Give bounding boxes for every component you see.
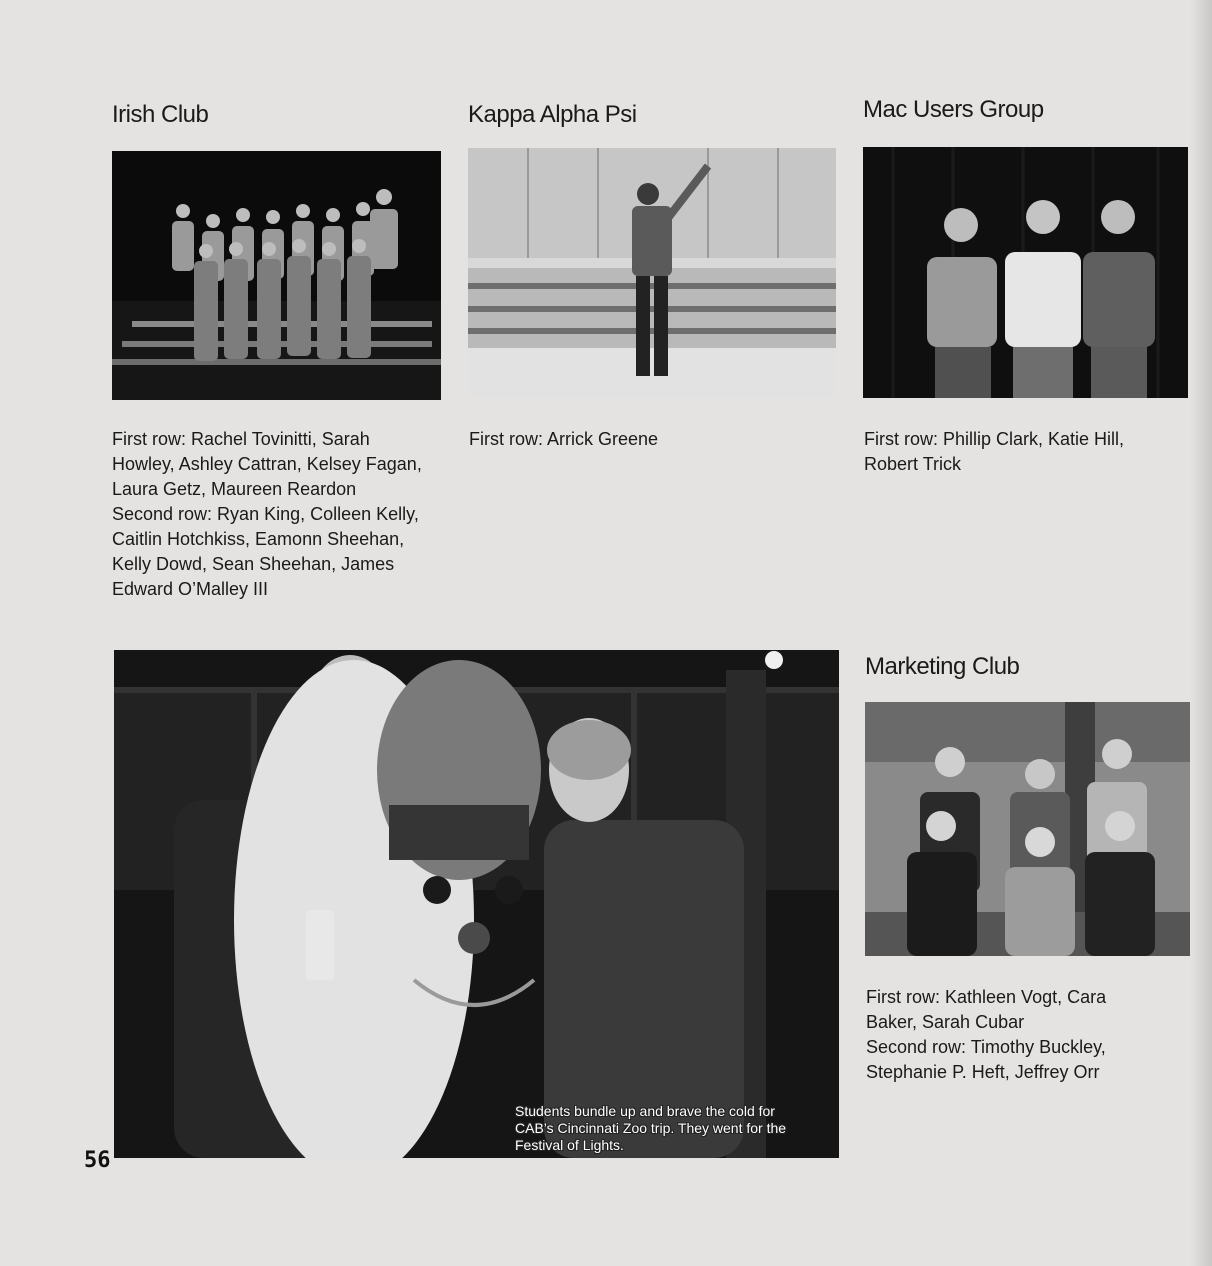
caption-line: Baker, Sarah Cubar: [866, 1012, 1025, 1032]
caption-line: Edward O’Malley III: [112, 579, 269, 599]
reverse-page-show-through: [600, 455, 615, 482]
zoo-trip-photo: [114, 650, 839, 1158]
photo-caption-line: Festival of Lights.: [515, 1137, 624, 1153]
irish-club-photo: [112, 151, 441, 400]
caption-line: Laura Getz, Maureen Reardon: [112, 479, 357, 499]
mac-users-group-heading: Mac Users Group: [863, 96, 1044, 123]
mac-users-group-photo: [863, 147, 1188, 398]
photo-caption-line: Students bundle up and brave the cold for: [515, 1103, 775, 1119]
zoo-trip-caption: [515, 1103, 833, 1154]
photo-caption-line: CAB’s Cincinnati Zoo trip. They went for the: [515, 1120, 787, 1136]
caption-line: First row: Kathleen Vogt, Cara: [866, 987, 1107, 1007]
caption-line: Second row: Timothy Buckley,: [866, 1037, 1106, 1057]
irish-club-caption: [112, 427, 422, 602]
caption-line: Stephanie P. Heft, Jeffrey Orr: [866, 1062, 1100, 1082]
page-gutter-shadow: [1190, 0, 1212, 1266]
page-number: 56: [84, 1148, 111, 1173]
caption-line: Second row: Ryan King, Colleen Kelly,: [112, 504, 419, 524]
marketing-club-heading: Marketing Club: [865, 653, 1020, 680]
caption-line: Robert Trick: [864, 454, 962, 474]
kappa-alpha-psi-heading: Kappa Alpha Psi: [468, 101, 637, 128]
irish-club-heading: Irish Club: [112, 101, 209, 128]
caption-line: Howley, Ashley Cattran, Kelsey Fagan,: [112, 454, 422, 474]
caption-line: Kelly Dowd, Sean Sheehan, James: [112, 554, 395, 574]
mac-users-group-caption: [864, 427, 1124, 477]
caption-line: First row: Rachel Tovinitti, Sarah: [112, 429, 370, 449]
caption-line: Caitlin Hotchkiss, Eamonn Sheehan,: [112, 529, 405, 549]
kappa-alpha-psi-caption: [469, 427, 658, 452]
caption-line: First row: Arrick Greene: [469, 429, 659, 449]
kappa-alpha-psi-photo: [468, 148, 836, 397]
caption-line: First row: Phillip Clark, Katie Hill,: [864, 429, 1125, 449]
marketing-club-caption: [866, 985, 1106, 1085]
marketing-club-photo: [865, 702, 1190, 956]
